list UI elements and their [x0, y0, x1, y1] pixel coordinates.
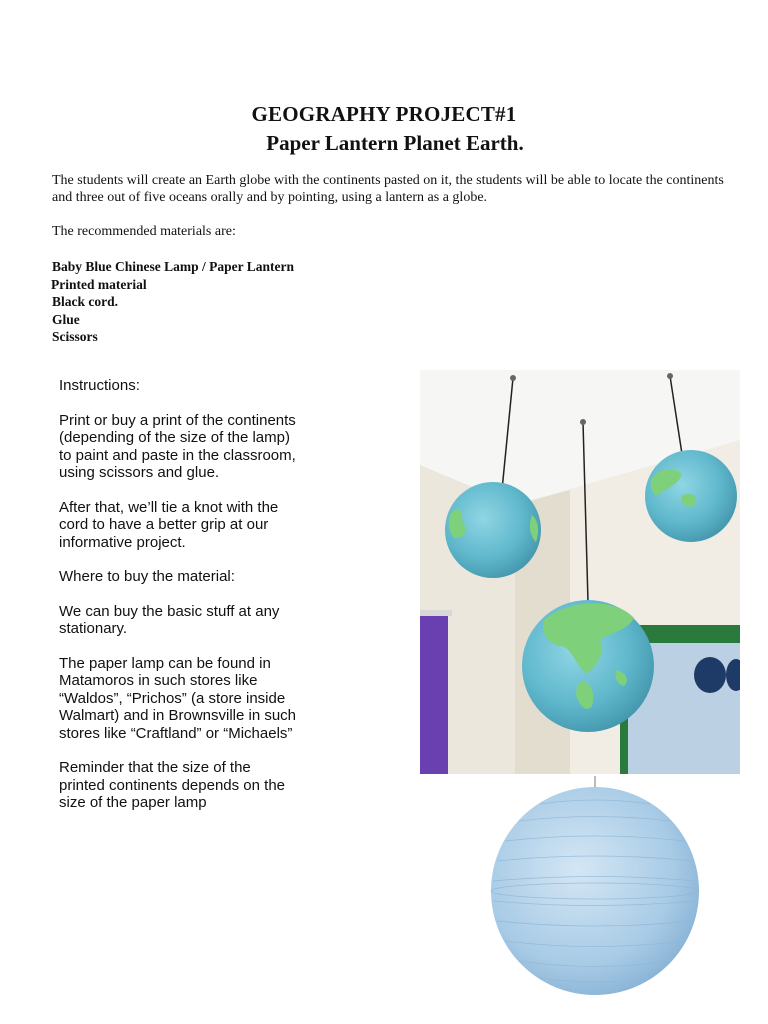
- materials-intro: The recommended materials are:: [52, 224, 236, 239]
- material-item: Black cord.: [52, 294, 118, 309]
- globe-right: [645, 450, 737, 542]
- material-item: Glue: [52, 311, 80, 327]
- instructions-heading: Instructions:: [59, 377, 140, 394]
- instruction-paragraph: The paper lamp can be found in Matamoros in such stores like “Waldos”, “Prichos” (a store inside Walmart) and in Brownsville in such stores like “Craftland” or “Michaels”: [59, 654, 297, 742]
- paper-lamp-image: [485, 776, 705, 998]
- instruction-paragraph: We can buy the basic stuff at any stationary.: [59, 602, 280, 637]
- material-item: Printed material: [51, 276, 147, 292]
- instruction-paragraph: Where to buy the material:: [59, 568, 235, 585]
- intro-paragraph: The students will create an Earth globe with the continents pasted on it, the students will be able to locate the continents and three out of five oceans orally and by pointing, using a lantern as a globe.: [52, 173, 724, 205]
- instruction-paragraph: After that, we’ll tie a knot with the cord to have a better grip at our informative project.: [59, 498, 279, 551]
- materials-list: [52, 258, 294, 346]
- instructions-block: [59, 377, 299, 829]
- page-subtitle: Paper Lantern Planet Earth.: [266, 131, 524, 155]
- instruction-paragraph: Print or buy a print of the continents (depending of the size of the lamp) to paint and paste in the classroom, using scissors and glue.: [59, 411, 296, 481]
- instruction-paragraph: Reminder that the size of the printed continents depends on the size of the paper lamp: [59, 759, 286, 811]
- material-item: Scissors: [52, 329, 98, 344]
- page-title: GEOGRAPHY PROJECT#1: [251, 102, 517, 126]
- material-item: Baby Blue Chinese Lamp / Paper Lantern: [52, 259, 295, 274]
- globe-left: [445, 482, 541, 578]
- hanging-globes-photo: [420, 370, 740, 774]
- globe-center: [522, 600, 654, 732]
